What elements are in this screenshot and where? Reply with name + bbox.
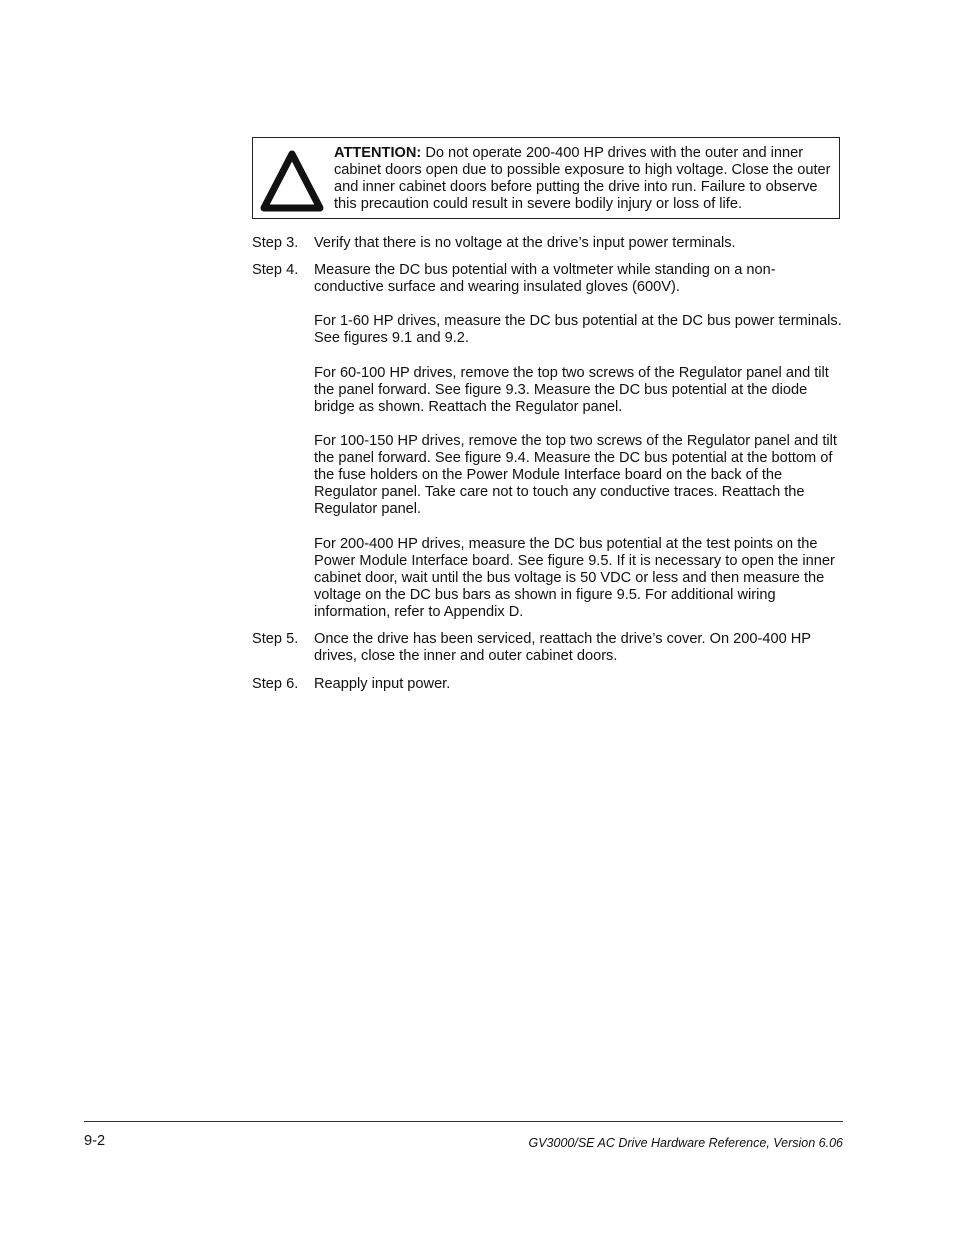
- step-4-paragraph-1: For 1-60 HP drives, measure the DC bus potential at the DC bus power terminals. See figures 9.1 and 9.2.: [314, 313, 842, 346]
- step-text: Once the drive has been serviced, reattach the drive’s cover. On 200-400 HP drives, close the inner and outer cabinet doors.: [314, 631, 811, 664]
- step-5: [252, 631, 842, 665]
- step-label: Step 3.: [252, 235, 299, 251]
- step-text: Measure the DC bus potential with a voltmeter while standing on a non-conductive surface and wearing insulated gloves (600V).: [314, 262, 776, 295]
- attention-text: [334, 145, 834, 213]
- step-6: [252, 676, 842, 693]
- step-text: Verify that there is no voltage at the drive’s input power terminals.: [314, 235, 736, 251]
- page-number: 9-2: [84, 1133, 106, 1149]
- step-4-paragraph-4: For 200-400 HP drives, measure the DC bus potential at the test points on the Power Module Interface board. See figure 9.5. If it is necessary to open the inner cabinet door, wait until the bus voltage is 50 VDC or less and then measure the voltage on the DC bus bars as shown in figure 9.5. For additional wiring information, refer to Appendix D.: [314, 536, 835, 620]
- footer-divider: [84, 1121, 843, 1122]
- step-3: [252, 235, 842, 252]
- attention-body: Do not operate 200-400 HP drives with the outer and inner cabinet doors open due to possible exposure to high voltage. Close the outer and inner cabinet doors before putting the drive into run. Failure to observe this precaution could result in severe bodily injury or loss of life.: [334, 145, 831, 212]
- document-title: GV3000/SE AC Drive Hardware Reference, Version 6.06: [528, 1136, 843, 1150]
- step-label: Step 6.: [252, 676, 299, 692]
- step-4-paragraph-3: For 100-150 HP drives, remove the top two screws of the Regulator panel and tilt the panel forward. See figure 9.4. Measure the DC bus potential at the bottom of the fuse holders on the Power Module Interface board on the back of the Regulator panel. Take care not to touch any conductive traces. Reattach the Regulator panel.: [314, 433, 837, 517]
- step-label: Step 4.: [252, 262, 299, 278]
- step-4: [252, 262, 842, 296]
- attention-label: ATTENTION:: [334, 145, 422, 161]
- step-4-paragraph-2: For 60-100 HP drives, remove the top two screws of the Regulator panel and tilt the panel forward. See figure 9.3. Measure the DC bus potential at the diode bridge as shown. Reattach the Regulator panel.: [314, 365, 829, 415]
- step-label: Step 5.: [252, 631, 299, 647]
- step-text: Reapply input power.: [314, 676, 451, 692]
- warning-triangle-icon: [258, 146, 326, 214]
- attention-notice: [252, 137, 840, 219]
